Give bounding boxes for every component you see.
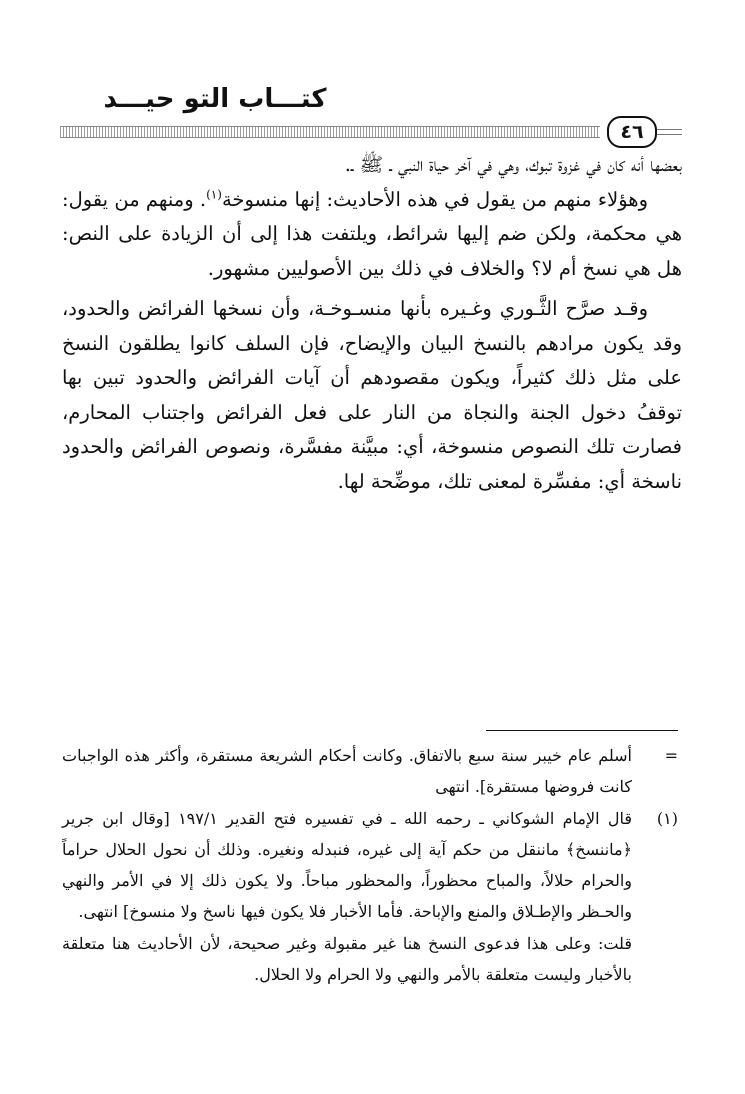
footnote-1-text: قال الإمام الشوكاني ـ رحمه الله ـ في تفسيره فتح القدير ١٩٧/١ [وقال ابن جرير ﴿ماننسخ﴾ ماننقل من حكم آية إلى غيره، فنبدله ونغيره. وذلك أن نحول الحلال حراماً والحرام حلالاً، والمباح محظوراً، والمحظور مباحاً. ولا يكون ذلك إلا في الأمر والنهي والحـظر والإطـلاق والمنع والإباحة. فأما الأخبار فلا يكون فيها ناسخ ولا منسوخ] انتهى. (62, 808, 633, 922)
paragraph-2 (62, 183, 682, 287)
footnote-continuation-marker: = (664, 746, 678, 765)
footnote-separator (486, 730, 678, 731)
paragraph-2-part-b: . ومنهم من يقول: هي محكمة، ولكن ضم إليها شرائط، ويلتفت هذا إلى أن الزيادة على النص: هل هي نسخ أم لا؟ والخلاف في ذلك بين الأصوليين مشهور. (62, 187, 682, 280)
footnote-1-marker: (١) (656, 808, 678, 828)
header-ornamental-rule (60, 126, 600, 138)
footnote-reference-1[interactable]: (١) (206, 187, 222, 201)
page-header (60, 82, 680, 142)
page-number: ٤٦ (607, 116, 657, 148)
paragraph-3: وقـد صرَّح الثَّـوري وغـيره بأنها منسـوخـة، وأن نسخها الفرائض والحدود، وقد يكون مرادهم بالنسخ البيان والإيضاح، فإن السلف كانوا يطلقون النسخ على مثل ذلك كثيراً، ويكون مقصودهم أن آيات الفرائض والحدود تبين بها توقفُ دخول الجنة والنجاة من النار على فعل الفرائض واجتناب المحارم، فصارت تلك النصوص منسوخة، أي: مبيَّنة مفسَّرة، ونصوص الفرائض والحدود ناسخة أي: مفسِّرة لمعنى تلك، موضِّحة لها. (62, 297, 682, 493)
footnote-1 (62, 803, 678, 928)
footnotes (62, 740, 678, 990)
book-title: كتـــاب التو حيـــد (103, 84, 327, 114)
paragraph-1: بعضها أنه كان في غزوة تبوك، وهي في آخر حياة النبي ـ ﷺ ـ. (344, 153, 682, 176)
header-rule-tail (657, 129, 682, 135)
footnote-continuation (62, 740, 678, 803)
paragraph-2-part-a: وهؤلاء منهم من يقول في هذه الأحاديث: إنها منسوخة (221, 187, 648, 211)
footnote-1-note: قلت: وعلى هذا فدعوى النسخ هنا غير مقبولة وغير صحيحة، لأن الأحاديث هنا متعلقة بالأخبار وليست متعلقة بالأمر والنهي ولا الحرام ولا الحلال. (62, 933, 632, 985)
main-text (62, 148, 682, 499)
footnote-continuation-text: أسلم عام خيبر سنة سبع بالاتفاق. وكانت أحكام الشريعة مستقرة، وأكثر هذه الواجبات كانت فروضها مستقرة]. انتهى (62, 746, 632, 797)
